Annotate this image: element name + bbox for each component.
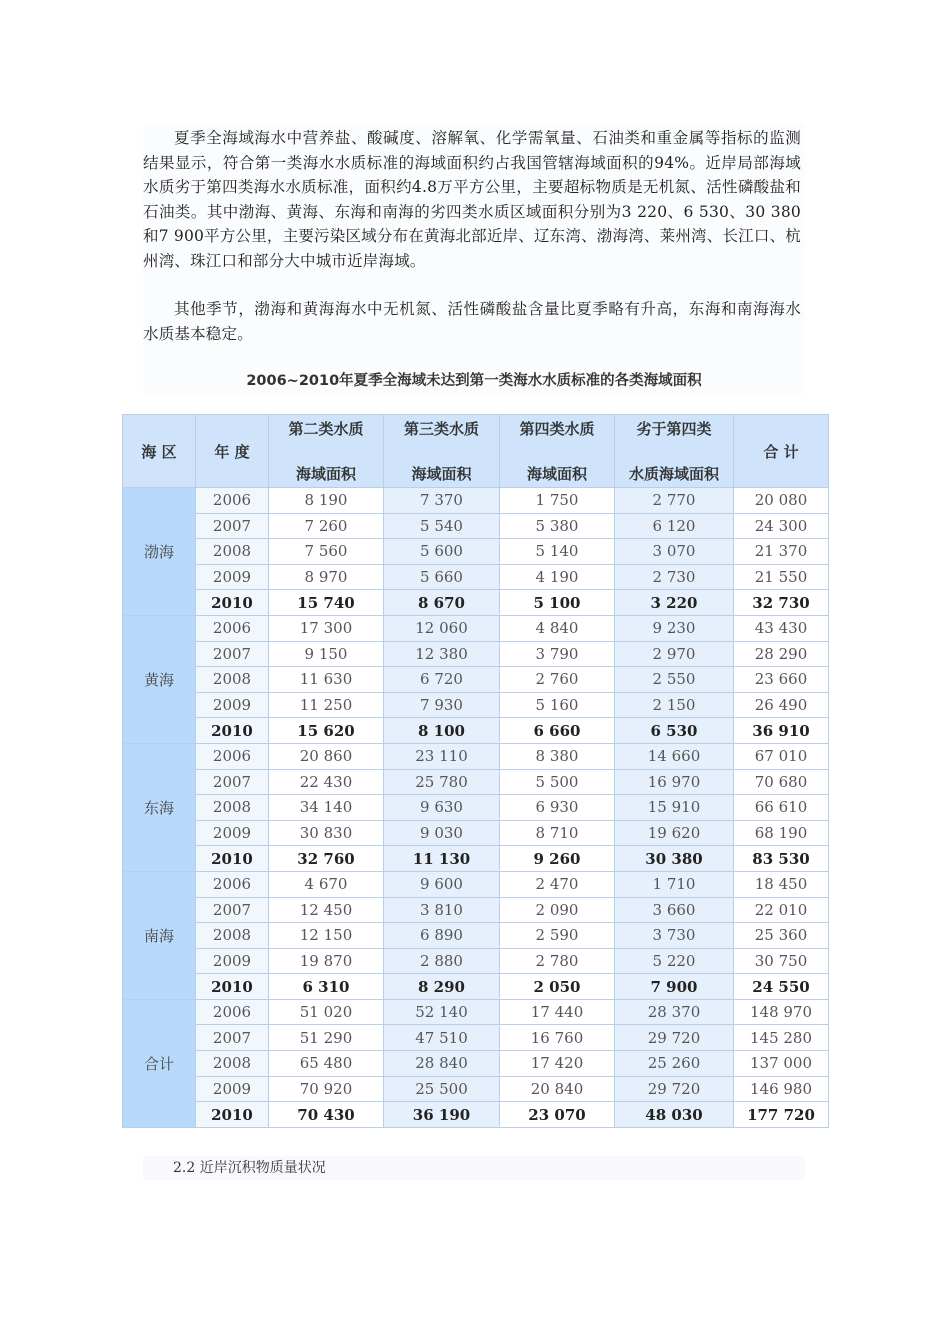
class3-cell: 5 660 [384,564,500,590]
header-class3-bottom: 海域面积 [411,465,472,483]
worse-cell: 19 620 [615,820,734,846]
year-cell: 2010 [196,718,269,744]
year-cell: 2007 [196,769,269,795]
class3-cell: 7 930 [384,692,500,718]
year-cell: 2010 [196,1102,269,1128]
header-class2-bottom: 海域面积 [295,465,356,483]
class4-cell: 8 710 [500,820,615,846]
class4-cell: 8 380 [500,743,615,769]
class4-cell: 5 380 [500,513,615,539]
total-cell: 32 730 [734,590,829,616]
total-cell: 20 080 [734,488,829,514]
class4-cell: 16 760 [500,1025,615,1051]
class3-cell: 23 110 [384,743,500,769]
header-class2 [269,415,384,488]
year-cell: 2008 [196,539,269,565]
class3-cell: 8 290 [384,974,500,1000]
worse-cell: 6 530 [615,718,734,744]
class3-cell: 47 510 [384,1025,500,1051]
class2-cell: 8 190 [269,488,384,514]
year-cell: 2009 [196,948,269,974]
class3-cell: 25 780 [384,769,500,795]
class3-cell: 8 670 [384,590,500,616]
total-cell: 28 290 [734,641,829,667]
class3-cell: 6 890 [384,923,500,949]
class3-cell: 25 500 [384,1076,500,1102]
year-cell: 2010 [196,590,269,616]
year-cell: 2007 [196,897,269,923]
class2-cell: 20 860 [269,743,384,769]
year-cell: 2010 [196,846,269,872]
class4-cell: 23 070 [500,1102,615,1128]
total-cell: 146 980 [734,1076,829,1102]
total-cell: 83 530 [734,846,829,872]
worse-cell: 1 710 [615,871,734,897]
worse-cell: 3 220 [615,590,734,616]
worse-cell: 2 970 [615,641,734,667]
total-cell: 68 190 [734,820,829,846]
table-row [123,923,829,949]
sea-area-table [122,414,829,1128]
class3-cell: 9 630 [384,795,500,821]
class4-cell: 2 780 [500,948,615,974]
section-heading-text: 2.2 近岸沉积物质量状况 [173,1160,326,1176]
class2-cell: 51 020 [269,999,384,1025]
class3-cell: 36 190 [384,1102,500,1128]
table-row [123,539,829,565]
total-cell: 148 970 [734,999,829,1025]
class4-cell: 6 930 [500,795,615,821]
year-cell: 2009 [196,564,269,590]
class4-cell: 2 760 [500,667,615,693]
worse-cell: 3 660 [615,897,734,923]
class2-cell: 15 620 [269,718,384,744]
total-cell: 25 360 [734,923,829,949]
class4-cell: 5 160 [500,692,615,718]
worse-cell: 3 070 [615,539,734,565]
class2-cell: 4 670 [269,871,384,897]
worse-cell: 15 910 [615,795,734,821]
class2-cell: 70 430 [269,1102,384,1128]
header-class4-bottom: 海域面积 [526,465,587,483]
year-cell: 2009 [196,1076,269,1102]
class4-cell: 5 100 [500,590,615,616]
worse-cell: 29 720 [615,1076,734,1102]
year-cell: 2010 [196,974,269,1000]
year-cell: 2006 [196,488,269,514]
worse-cell: 48 030 [615,1102,734,1128]
year-cell: 2008 [196,1051,269,1077]
table-row [123,1076,829,1102]
paragraph-summer-quality: 夏季全海域海水中营养盐、酸碱度、溶解氧、化学需氧量、石油类和重金属等指标的监测结果显示，符合第一类海水水质标准的海域面积约占我国管辖海域面积的94%。近岸局部海域水质劣于第四类海水水质标准，面积约4.8万平方公里，主要超标物质是无机氮、活性磷酸盐和石油类。其中渤海、黄海、东海和南海的劣四类水质区域面积分别为3 220、6 530、30 380和7 900平方公里，主要污染区域分布在黄海北部近岸、辽东湾、渤海湾、莱州湾、长江口、杭州湾、珠江口和部分大中城市近岸海域。 [143,129,801,270]
table-row [123,692,829,718]
class3-cell: 12 380 [384,641,500,667]
total-cell: 30 750 [734,948,829,974]
worse-cell: 9 230 [615,615,734,641]
year-cell: 2006 [196,743,269,769]
total-cell: 26 490 [734,692,829,718]
class4-cell: 2 590 [500,923,615,949]
class2-cell: 11 630 [269,667,384,693]
paragraph-other-seasons: 其他季节，渤海和黄海海水中无机氮、活性磷酸盐含量比夏季略有升高，东海和南海海水水质基本稳定。 [143,300,801,343]
table-row [123,1102,829,1128]
class3-cell: 2 880 [384,948,500,974]
intro-text-block [143,124,805,394]
table-row [123,948,829,974]
class2-cell: 65 480 [269,1051,384,1077]
year-cell: 2008 [196,667,269,693]
table-body [123,488,829,1128]
class3-cell: 5 540 [384,513,500,539]
class4-cell: 4 190 [500,564,615,590]
class3-cell: 52 140 [384,999,500,1025]
worse-cell: 2 550 [615,667,734,693]
header-worse-bottom: 水质海域面积 [628,465,719,483]
table-row [123,1051,829,1077]
worse-cell: 30 380 [615,846,734,872]
class2-cell: 6 310 [269,974,384,1000]
total-cell: 22 010 [734,897,829,923]
worse-cell: 5 220 [615,948,734,974]
class4-cell: 2 090 [500,897,615,923]
class4-cell: 17 420 [500,1051,615,1077]
year-cell: 2009 [196,692,269,718]
class4-cell: 5 140 [500,539,615,565]
worse-cell: 7 900 [615,974,734,1000]
table-row [123,615,829,641]
header-worse-top: 劣于第四类 [636,420,712,438]
worse-cell: 2 150 [615,692,734,718]
total-cell: 177 720 [734,1102,829,1128]
worse-cell: 29 720 [615,1025,734,1051]
total-cell: 18 450 [734,871,829,897]
class2-cell: 15 740 [269,590,384,616]
table-row [123,820,829,846]
region-cell: 渤海 [123,488,196,616]
table-row [123,795,829,821]
total-cell: 145 280 [734,1025,829,1051]
total-cell: 66 610 [734,795,829,821]
table-row [123,897,829,923]
year-cell: 2009 [196,820,269,846]
class2-cell: 70 920 [269,1076,384,1102]
header-class4-top: 第四类水质 [519,420,595,438]
year-cell: 2006 [196,999,269,1025]
class3-cell: 3 810 [384,897,500,923]
class2-cell: 7 260 [269,513,384,539]
table-row [123,743,829,769]
total-cell: 137 000 [734,1051,829,1077]
year-cell: 2008 [196,795,269,821]
class4-cell: 3 790 [500,641,615,667]
class3-cell: 5 600 [384,539,500,565]
worse-cell: 2 730 [615,564,734,590]
table-row [123,718,829,744]
header-class3-top: 第三类水质 [403,420,479,438]
year-cell: 2007 [196,513,269,539]
class2-cell: 17 300 [269,615,384,641]
class4-cell: 5 500 [500,769,615,795]
year-cell: 2008 [196,923,269,949]
table-row [123,564,829,590]
total-cell: 36 910 [734,718,829,744]
class4-cell: 2 470 [500,871,615,897]
section-heading [143,1156,805,1180]
region-cell: 东海 [123,743,196,871]
worse-cell: 28 370 [615,999,734,1025]
class2-cell: 9 150 [269,641,384,667]
header-total: 合 计 [734,415,829,488]
class4-cell: 4 840 [500,615,615,641]
class2-cell: 32 760 [269,846,384,872]
table-row [123,590,829,616]
region-cell: 黄海 [123,615,196,743]
table-row [123,846,829,872]
header-year: 年 度 [196,415,269,488]
total-cell: 67 010 [734,743,829,769]
table-row [123,488,829,514]
table-row [123,974,829,1000]
table-row [123,513,829,539]
table-caption: 2006~2010年夏季全海域未达到第一类海水水质标准的各类海域面积 [246,373,702,389]
region-cell: 合计 [123,999,196,1127]
table-row [123,667,829,693]
class4-cell: 1 750 [500,488,615,514]
table-row [123,1025,829,1051]
class3-cell: 28 840 [384,1051,500,1077]
year-cell: 2006 [196,871,269,897]
year-cell: 2007 [196,1025,269,1051]
year-cell: 2007 [196,641,269,667]
total-cell: 23 660 [734,667,829,693]
header-class4 [500,415,615,488]
header-class3 [384,415,500,488]
class2-cell: 7 560 [269,539,384,565]
worse-cell: 3 730 [615,923,734,949]
class4-cell: 6 660 [500,718,615,744]
total-cell: 21 370 [734,539,829,565]
class2-cell: 51 290 [269,1025,384,1051]
class3-cell: 8 100 [384,718,500,744]
class2-cell: 30 830 [269,820,384,846]
class2-cell: 11 250 [269,692,384,718]
class4-cell: 20 840 [500,1076,615,1102]
worse-cell: 25 260 [615,1051,734,1077]
table-row [123,871,829,897]
class4-cell: 2 050 [500,974,615,1000]
class4-cell: 17 440 [500,999,615,1025]
total-cell: 21 550 [734,564,829,590]
class2-cell: 22 430 [269,769,384,795]
table-row [123,641,829,667]
class3-cell: 9 030 [384,820,500,846]
class2-cell: 8 970 [269,564,384,590]
worse-cell: 2 770 [615,488,734,514]
class2-cell: 34 140 [269,795,384,821]
total-cell: 24 300 [734,513,829,539]
table-row [123,769,829,795]
total-cell: 24 550 [734,974,829,1000]
class4-cell: 9 260 [500,846,615,872]
table-header-row [123,415,829,488]
year-cell: 2006 [196,615,269,641]
header-worse-than-class4 [615,415,734,488]
worse-cell: 14 660 [615,743,734,769]
total-cell: 43 430 [734,615,829,641]
class3-cell: 12 060 [384,615,500,641]
class3-cell: 9 600 [384,871,500,897]
worse-cell: 6 120 [615,513,734,539]
table-row [123,999,829,1025]
class3-cell: 6 720 [384,667,500,693]
header-region: 海 区 [123,415,196,488]
worse-cell: 16 970 [615,769,734,795]
class2-cell: 12 150 [269,923,384,949]
class2-cell: 12 450 [269,897,384,923]
total-cell: 70 680 [734,769,829,795]
class3-cell: 11 130 [384,846,500,872]
class3-cell: 7 370 [384,488,500,514]
region-cell: 南海 [123,871,196,999]
class2-cell: 19 870 [269,948,384,974]
header-class2-top: 第二类水质 [288,420,364,438]
